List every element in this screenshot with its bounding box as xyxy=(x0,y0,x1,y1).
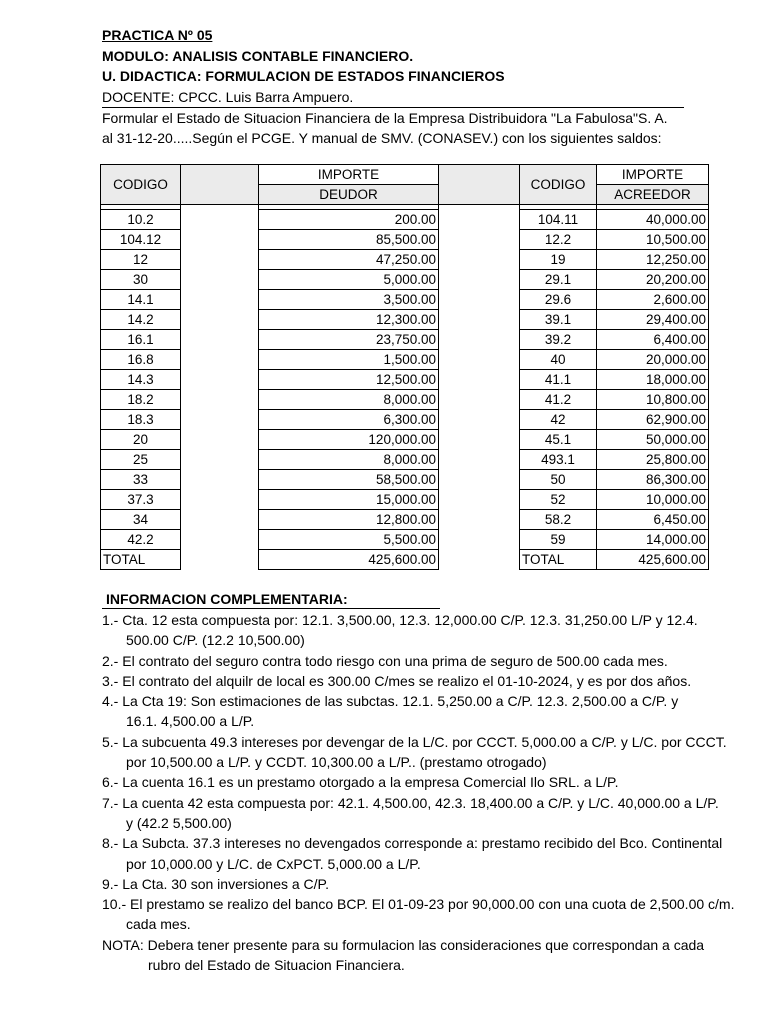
table-row xyxy=(101,230,709,250)
credit-code-cell: 104.11 xyxy=(520,210,597,230)
credit-code-cell: 12.2 xyxy=(520,230,597,250)
table-row xyxy=(101,250,709,270)
table-row xyxy=(101,510,709,530)
credit-amount-cell: 12,250.00 xyxy=(597,250,709,270)
spacer-cell xyxy=(181,430,259,450)
table-row xyxy=(101,530,709,550)
credit-code-cell: 42 xyxy=(520,410,597,430)
debit-code-cell: 18.2 xyxy=(101,390,181,410)
credit-code-cell: 58.2 xyxy=(520,510,597,530)
credit-code-cell: 39.1 xyxy=(520,310,597,330)
info-line: 8.- La Subcta. 37.3 intereses no devengados corresponde a: prestamo recibido del Bco. Continental xyxy=(102,835,723,852)
table-row xyxy=(101,430,709,450)
table-row xyxy=(101,450,709,470)
balances-table xyxy=(100,164,709,570)
spacer-cell xyxy=(439,510,520,530)
total-row xyxy=(101,550,709,570)
spacer-cell xyxy=(181,370,259,390)
instructions-line-2: al 31-12-20.....Según el PCGE. Y manual de SMV. (CONASEV.) con los siguientes saldos: xyxy=(102,130,662,146)
debit-code-cell: 14.1 xyxy=(101,290,181,310)
header-blank-cell xyxy=(439,165,520,205)
table-row xyxy=(101,390,709,410)
table-header-row-1 xyxy=(101,165,709,185)
info-line: 1.- Cta. 12 esta compuesta por: 12.1. 3,500.00, 12.3. 12,000.00 C/P. 12.3. 31,250.00 L/P y 12.4. xyxy=(102,612,698,628)
spacer-cell xyxy=(181,310,259,330)
credit-code-cell: 52 xyxy=(520,490,597,510)
debit-code-cell: 42.2 xyxy=(101,530,181,550)
total-label-debit: TOTAL xyxy=(101,550,181,570)
table-row xyxy=(101,270,709,290)
header-blank-cell xyxy=(181,165,259,205)
info-line: 5.- La subcuenta 49.3 intereses por devengar de la L/C. por CCCT. 5,000.00 a C/P. y L/C. por CCCT. xyxy=(102,733,727,750)
spacer-cell xyxy=(181,530,259,550)
credit-amount-cell: 10,500.00 xyxy=(597,230,709,250)
spacer-cell xyxy=(439,470,520,490)
info-line: rubro del Estado de Situacion Financiera. xyxy=(148,957,405,974)
spacer-cell xyxy=(439,430,520,450)
spacer-cell xyxy=(181,410,259,430)
debit-code-cell: 25 xyxy=(101,450,181,470)
spacer-cell xyxy=(439,330,520,350)
debit-code-cell: 10.2 xyxy=(101,210,181,230)
info-line: 3.- El contrato del alquilr de local es 300.00 C/mes se realizo el 01-10-2024, y es por dos años. xyxy=(102,672,692,689)
credit-amount-cell: 10,800.00 xyxy=(597,390,709,410)
debit-amount-cell: 23,750.00 xyxy=(259,330,439,350)
debit-code-cell: 18.3 xyxy=(101,410,181,430)
spacer-cell xyxy=(439,410,520,430)
info-line: 6.- La cuenta 16.1 es un prestamo otorgado a la empresa Comercial Ilo SRL. a L/P. xyxy=(102,774,619,791)
debit-amount-cell: 1,500.00 xyxy=(259,350,439,370)
credit-code-cell: 493.1 xyxy=(520,450,597,470)
instructions-line-1: Formular el Estado de Situacion Financiera de la Empresa Distribuidora "La Fabulosa"S. A. xyxy=(102,110,668,126)
debit-code-cell: 14.3 xyxy=(101,370,181,390)
credit-amount-cell: 10,000.00 xyxy=(597,490,709,510)
spacer-cell xyxy=(439,210,520,230)
credit-code-cell: 41.1 xyxy=(520,370,597,390)
unit-line: U. DIDACTICA: FORMULACION DE ESTADOS FINANCIEROS xyxy=(102,68,505,84)
total-credit: 425,600.00 xyxy=(597,550,709,570)
debit-code-cell: 33 xyxy=(101,470,181,490)
credit-code-cell: 29.6 xyxy=(520,290,597,310)
credit-code-cell: 40 xyxy=(520,350,597,370)
debit-code-cell: 16.8 xyxy=(101,350,181,370)
table-row xyxy=(101,210,709,230)
credit-amount-cell: 86,300.00 xyxy=(597,470,709,490)
table-row xyxy=(101,310,709,330)
debit-amount-cell: 5,500.00 xyxy=(259,530,439,550)
spacer-cell xyxy=(439,450,520,470)
info-title: INFORMACION COMPLEMENTARIA: xyxy=(106,591,348,607)
debit-amount-cell: 15,000.00 xyxy=(259,490,439,510)
debit-code-cell: 37.3 xyxy=(101,490,181,510)
credit-code-cell: 59 xyxy=(520,530,597,550)
practice-title: PRACTICA Nº 05 xyxy=(102,27,213,43)
credit-code-cell: 19 xyxy=(520,250,597,270)
credit-amount-cell: 18,000.00 xyxy=(597,370,709,390)
header-importe-credit: IMPORTE xyxy=(597,165,709,185)
spacer-cell xyxy=(181,290,259,310)
header-codigo-debit: CODIGO xyxy=(101,165,181,205)
debit-code-cell: 16.1 xyxy=(101,330,181,350)
header-codigo-credit: CODIGO xyxy=(520,165,597,205)
credit-code-cell: 50 xyxy=(520,470,597,490)
debit-amount-cell: 58,500.00 xyxy=(259,470,439,490)
info-line: por 10,000.00 y L/C. de CxPCT. 5,000.00 a L/P. xyxy=(126,855,421,872)
credit-amount-cell: 20,200.00 xyxy=(597,270,709,290)
debit-code-cell: 14.2 xyxy=(101,310,181,330)
spacer-cell xyxy=(439,250,520,270)
info-line: NOTA: Debera tener presente para su formulacion las consideraciones que correspondan a cada xyxy=(102,936,705,953)
debit-amount-cell: 47,250.00 xyxy=(259,250,439,270)
spacer-cell xyxy=(181,250,259,270)
instructions xyxy=(102,108,668,148)
debit-code-cell: 34 xyxy=(101,510,181,530)
credit-amount-cell: 2,600.00 xyxy=(597,290,709,310)
debit-code-cell: 104.12 xyxy=(101,230,181,250)
info-line: 4.- La Cta 19: Son estimaciones de las subctas. 12.1. 5,250.00 a C/P. 12.3. 2,500.00 a C/P. y xyxy=(102,693,679,710)
table-row xyxy=(101,490,709,510)
info-notes xyxy=(102,610,734,975)
credit-amount-cell: 62,900.00 xyxy=(597,410,709,430)
total-debit: 425,600.00 xyxy=(259,550,439,570)
spacer-cell xyxy=(181,390,259,410)
table-row xyxy=(101,470,709,490)
spacer-cell xyxy=(439,290,520,310)
credit-amount-cell: 25,800.00 xyxy=(597,450,709,470)
header-deudor: DEUDOR xyxy=(259,185,439,205)
table-row xyxy=(101,350,709,370)
header-acreedor: ACREEDOR xyxy=(597,185,709,205)
info-line: 9.- La Cta. 30 son inversiones a C/P. xyxy=(102,875,329,892)
info-line: 7.- La cuenta 42 esta compuesta por: 42.1. 4,500.00, 42.3. 18,400.00 a C/P. y L/C. 40,000.00 a L/P. xyxy=(102,794,719,811)
info-line: 16.1. 4,500.00 a L/P. xyxy=(126,713,255,730)
credit-amount-cell: 14,000.00 xyxy=(597,530,709,550)
debit-amount-cell: 120,000.00 xyxy=(259,430,439,450)
header-importe-debit: IMPORTE xyxy=(259,165,439,185)
credit-code-cell: 29.1 xyxy=(520,270,597,290)
debit-amount-cell: 8,000.00 xyxy=(259,450,439,470)
debit-code-cell: 20 xyxy=(101,430,181,450)
spacer-cell xyxy=(181,470,259,490)
debit-amount-cell: 12,500.00 xyxy=(259,370,439,390)
spacer-cell xyxy=(181,210,259,230)
credit-code-cell: 39.2 xyxy=(520,330,597,350)
credit-code-cell: 41.2 xyxy=(520,390,597,410)
info-line: cada mes. xyxy=(126,916,191,933)
info-line: 10.- El prestamo se realizo del banco BCP. El 01-09-23 por 90,000.00 con una cuota de 2,500.00 c/m. xyxy=(102,896,735,913)
spacer-cell xyxy=(181,510,259,530)
debit-amount-cell: 5,000.00 xyxy=(259,270,439,290)
spacer-cell xyxy=(439,530,520,550)
credit-amount-cell: 50,000.00 xyxy=(597,430,709,450)
spacer-cell xyxy=(181,350,259,370)
spacer-cell xyxy=(181,330,259,350)
spacer-cell xyxy=(439,350,520,370)
info-line: 500.00 C/P. (12.2 10,500.00) xyxy=(126,632,305,649)
credit-code-cell: 45.1 xyxy=(520,430,597,450)
spacer-cell xyxy=(181,450,259,470)
table-row xyxy=(101,330,709,350)
spacer-cell xyxy=(439,270,520,290)
teacher-line: DOCENTE: CPCC. Luis Barra Ampuero. xyxy=(102,89,354,105)
spacer-cell xyxy=(439,550,520,570)
credit-amount-cell: 6,400.00 xyxy=(597,330,709,350)
credit-amount-cell: 20,000.00 xyxy=(597,350,709,370)
table-row xyxy=(101,370,709,390)
spacer-cell xyxy=(439,230,520,250)
info-title-underline xyxy=(102,608,440,609)
total-label-credit: TOTAL xyxy=(520,550,597,570)
debit-amount-cell: 200.00 xyxy=(259,210,439,230)
module-line: MODULO: ANALISIS CONTABLE FINANCIERO. xyxy=(102,48,414,64)
spacer-cell xyxy=(181,490,259,510)
table-row xyxy=(101,410,709,430)
debit-code-cell: 12 xyxy=(101,250,181,270)
spacer-cell xyxy=(439,390,520,410)
debit-amount-cell: 85,500.00 xyxy=(259,230,439,250)
debit-code-cell: 30 xyxy=(101,270,181,290)
spacer-cell xyxy=(439,370,520,390)
table-row xyxy=(101,290,709,310)
spacer-cell xyxy=(181,230,259,250)
info-line: 2.- El contrato del seguro contra todo riesgo con una prima de seguro de 500.00 cada mes. xyxy=(102,652,668,669)
debit-amount-cell: 3,500.00 xyxy=(259,290,439,310)
credit-amount-cell: 29,400.00 xyxy=(597,310,709,330)
credit-amount-cell: 40,000.00 xyxy=(597,210,709,230)
debit-amount-cell: 12,300.00 xyxy=(259,310,439,330)
info-line: por 10,500.00 a L/P. y CCDT. 10,300.00 a L/P.. (prestamo otrogado) xyxy=(126,754,547,771)
spacer-cell xyxy=(439,310,520,330)
debit-amount-cell: 8,000.00 xyxy=(259,390,439,410)
debit-amount-cell: 6,300.00 xyxy=(259,410,439,430)
info-line: y (42.2 5,500.00) xyxy=(126,814,232,831)
spacer-cell xyxy=(439,490,520,510)
spacer-cell xyxy=(181,270,259,290)
spacer-cell xyxy=(181,550,259,570)
debit-amount-cell: 12,800.00 xyxy=(259,510,439,530)
credit-amount-cell: 6,450.00 xyxy=(597,510,709,530)
